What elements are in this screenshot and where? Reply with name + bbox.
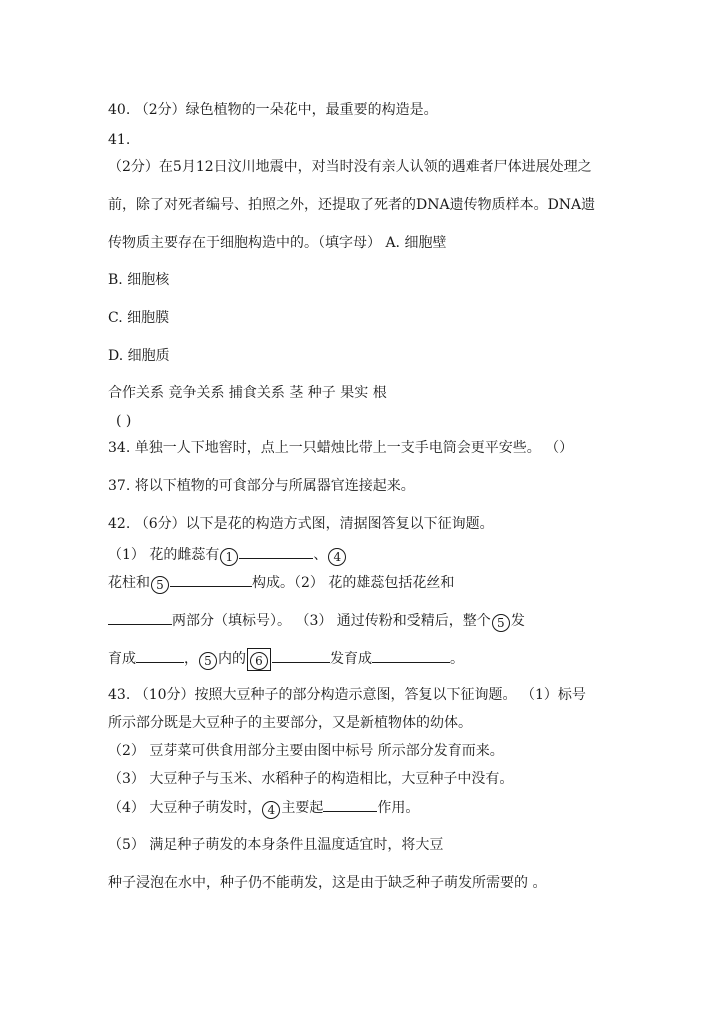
question-43-line-6: （5） 满足种子萌发的本身条件且温度适宜时，将大豆: [108, 837, 444, 853]
terms-list: 合作关系 竞争关系 捕食关系 茎 种子 果实 根: [108, 385, 387, 401]
q42-l4-text-c: 内的: [218, 651, 246, 667]
circle-5-mark: 5: [151, 576, 169, 594]
blank-6[interactable]: [372, 648, 450, 663]
question-40: 40. （2分）绿色植物的一朵花中，最重要的构造是。: [108, 102, 438, 118]
question-42-line-4: [108, 648, 464, 671]
question-42-line-2: [108, 572, 454, 594]
q42-l3-text-c: 发: [510, 613, 525, 629]
question-43-line-4: （3） 大豆种子与玉米、水稻种子的构造相比，大豆种子中没有。: [108, 771, 514, 787]
circle-5-mark: 5: [492, 614, 510, 632]
q43-l5-text-c: 作用。: [377, 800, 420, 816]
question-41-line-1: （2分）在5月12日汶川地震中，对当时没有亲人认领的遇难者尸体进展处理之: [108, 159, 592, 175]
q42-l1-text: （1） 花的雌蕊有: [108, 547, 220, 563]
circle-6-mark: 6: [250, 652, 268, 670]
blank-2[interactable]: [170, 572, 252, 587]
q42-l4-text: 育成: [108, 651, 136, 667]
blank-7[interactable]: [323, 797, 377, 812]
question-43-line-1: 43. （10分）按照大豆种子的部分构造示意图，答复以下征询题。 （1）标号: [108, 687, 586, 703]
q42-l2-text-b: 构成。（2） 花的雄蕊包括花丝和: [252, 575, 455, 591]
question-43-line-7: 种子浸泡在水中，种子仍不能萌发，这是由于缺乏种子萌发所需要的 。: [108, 875, 547, 891]
question-42-line-1: [108, 544, 347, 566]
blank-3[interactable]: [108, 610, 172, 625]
blank-1[interactable]: [239, 544, 313, 559]
circle-5-mark: 5: [199, 652, 217, 670]
blank-4[interactable]: [136, 648, 184, 663]
q43-l5-text: （4） 大豆种子萌发时，: [108, 800, 262, 816]
circle-4-mark: 4: [262, 801, 280, 819]
question-41-number: 41.: [108, 132, 131, 148]
boxed-6-mark: [247, 648, 271, 671]
option-d: D. 细胞质: [108, 348, 170, 364]
q43-l5-text-b: 主要起: [281, 800, 324, 816]
question-43-line-3: （2） 豆芽菜可供食用部分主要由图中标号 所示部分发育而来。: [108, 743, 504, 759]
q42-l2-text: 花柱和: [108, 575, 150, 591]
circle-4-mark: 4: [328, 548, 346, 566]
question-42-intro: 42. （6分）以下是花的构造方式图，清据图答复以下征询题。: [108, 516, 494, 532]
q42-l4-comma: ，: [184, 651, 198, 667]
question-41-line-2: 前，除了对死者编号、拍照之外，还提取了死者的DNA遗传物质样本。DNA遗: [108, 197, 596, 213]
question-34: 34. 单独一人下地窖时，点上一只蜡烛比带上一支手电筒会更平安些。 （）: [108, 440, 574, 456]
q42-l3-text: 两部分（填标号）。 （3） 通过传粉和受精后，整个: [172, 613, 491, 629]
option-b: B. 细胞核: [108, 272, 170, 288]
question-42-line-3: [108, 610, 525, 632]
q42-l4-end: 。: [450, 651, 464, 667]
blank-5[interactable]: [272, 648, 330, 663]
question-43-line-5: [108, 797, 419, 819]
q42-l4-text-d: 发育成: [330, 651, 372, 667]
terms-paren: ( ): [116, 413, 132, 429]
option-c: C. 细胞膜: [108, 310, 170, 326]
circle-1-mark: 1: [220, 548, 238, 566]
question-37: 37. 将以下植物的可食部分与所属器官连接起来。: [108, 478, 415, 494]
question-41-line-3: 传物质主要存在于细胞构造中的。（填字母） A. 细胞壁: [108, 235, 447, 251]
q42-l1-sep: 、: [313, 547, 328, 563]
question-43-line-2: 所示部分既是大豆种子的主要部分，又是新植物体的幼体。: [108, 715, 472, 731]
